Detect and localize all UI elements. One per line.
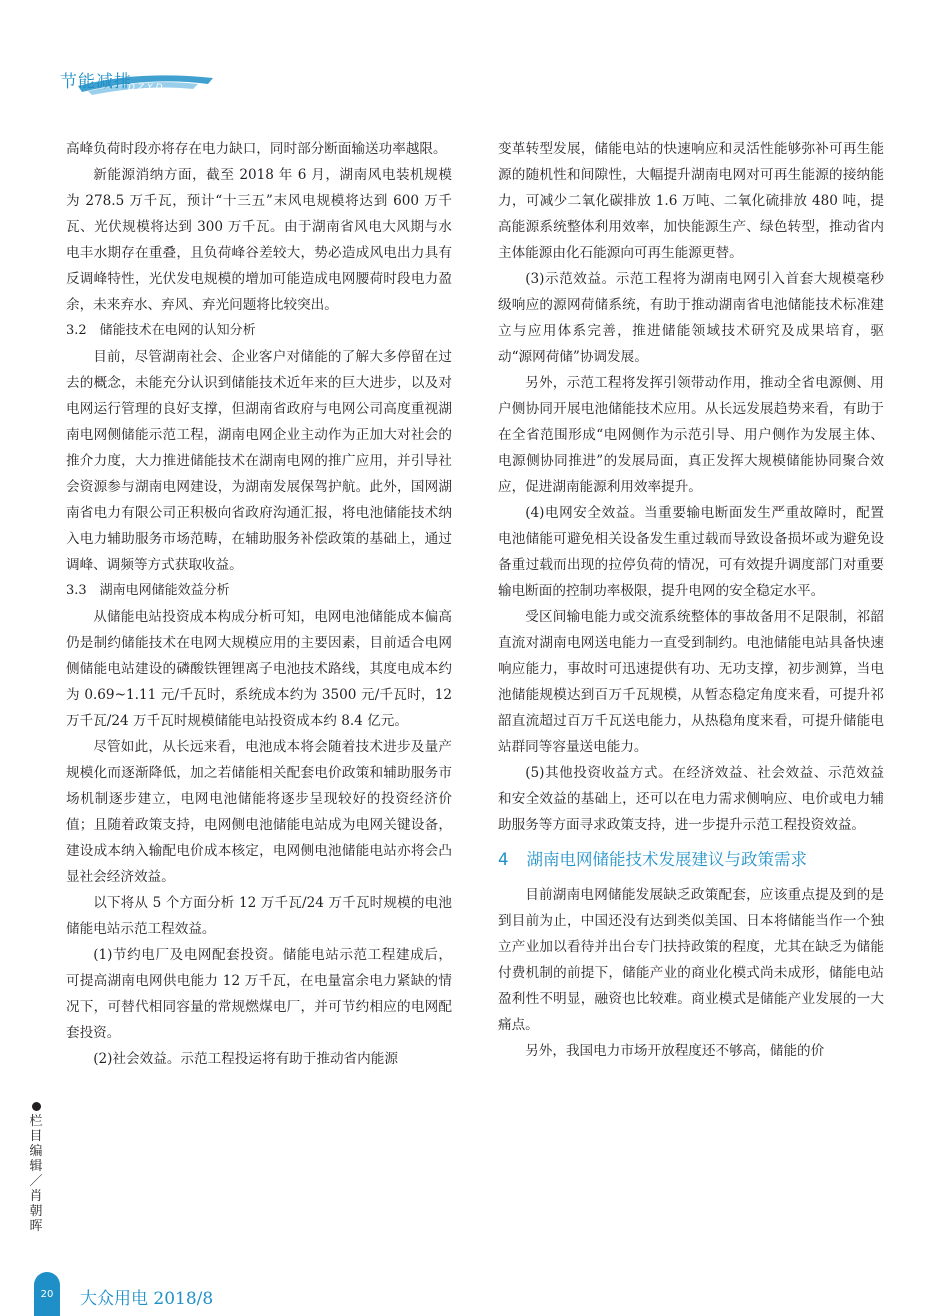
bullet-dot-icon xyxy=(32,1102,41,1111)
section-title-text: 湖南电网储能技术发展建议与政策需求 xyxy=(526,850,807,869)
paragraph: (4)电网安全效益。当重要输电断面发生严重故障时，配置电池储能可避免相关设备发生重过载而导致设备损坏或为避免设备重过载而出现的拉停负荷的情况，可有效提升调度部门对重要输电断面的控制功率极限，提升电网的安全稳定水平。 xyxy=(498,505,884,599)
page-number: 20 xyxy=(40,1289,54,1300)
logo-text: DZYD xyxy=(128,83,166,93)
paragraph: 以下将从 5 个方面分析 12 万千瓦/24 万千瓦时规模的电池储能电站示范工程效益。 xyxy=(66,895,452,937)
left-column xyxy=(66,136,452,1072)
paragraph: 受区间输电能力或交流系统整体的事故备用不足限制，祁韶直流对湖南电网送电能力一直受到制约。电池储能电站具备快速响应能力，事故时可迅速提供有功、无功支撑，初步测算，当电池储能规模达到百万千瓦规模，从暂态稳定角度来看，可提升祁韶直流超过百万千瓦送电能力，从热稳角度来看，可提升储能电站群同等容量送电能力。 xyxy=(498,609,884,755)
editor-label-text: 栏目编辑／肖朝晖 xyxy=(29,1114,43,1234)
subsection-heading-3-3: 3.3 湖南电网储能效益分析 xyxy=(66,583,230,598)
editor-side-label xyxy=(28,1102,44,1234)
column-label: 节能减排 xyxy=(60,72,132,92)
paragraph: (5)其他投资收益方式。在经济效益、社会效益、示范效益和安全效益的基础上，还可以在电力需求侧响应、电价或电力辅助服务等方面寻求政策支持，进一步提升示范工程投资效益。 xyxy=(498,765,884,833)
section-heading-4 xyxy=(498,844,884,876)
paragraph: 尽管如此，从长远来看，电池成本将会随着技术进步及量产规模化而逐渐降低，加之若储能相关配套电价政策和辅助服务市场机制逐步建立，电网电池储能将逐步呈现较好的投资经济价值；且随着政策支持，电网侧电池储能电站成为电网关键设备，建设成本纳入输配电价成本核定，电网侧电池储能电站亦将会凸显社会经济效益。 xyxy=(66,739,452,885)
paragraph: 目前，尽管湖南社会、企业客户对储能的了解大多停留在过去的概念，未能充分认识到储能技术近年来的巨大进步，以及对电网运行管理的良好支撑，但湖南省政府与电网公司高度重视湖南电网侧储能示范工程，湖南电网企业主动作为正加大对社会的推介力度，大力推进储能技术在湖南电网的推广应用，并引导社会资源参与湖南电网建设，为湖南发展保驾护航。此外，国网湖南省电力有限公司正积极向省政府沟通汇报，将电池储能技术纳入电力辅助服务市场范畴，在辅助服务补偿政策的基础上，通过调峰、调频等方式获取收益。 xyxy=(66,349,452,573)
paragraph: (2)社会效益。示范工程投运将有助于推动省内能源 xyxy=(93,1051,398,1067)
right-column xyxy=(498,136,884,1064)
paragraph: 新能源消纳方面，截至 2018 年 6 月，湖南风电装机规模为 278.5 万千瓦，预计“十三五”末风电规模将达到 600 万千瓦、光伏规模将达到 300 万千瓦。由于湖南省风电大风期与水电丰水期存在重叠，且负荷峰谷差较大，势必造成风电出力具有反调峰特性，光伏发电规模的增加可能造成电网腰荷时段电力盈余，未来弃水、弃风、弃光问题将比较突出。 xyxy=(66,167,452,313)
paragraph: (1)节约电厂及电网配套投资。储能电站示范工程建成后，可提高湖南电网供电能力 12 万千瓦，在电量富余电力紧缺的情况下，可替代相同容量的常规燃煤电厂，并可节约相应的电网配套投资。 xyxy=(66,947,452,1041)
paragraph: 变革转型发展，储能电站的快速响应和灵活性能够弥补可再生能源的随机性和间隙性，大幅提升湖南电网对可再生能源的接纳能力，可减少二氧化碳排放 1.6 万吨、二氧化硫排放 480 吨，提高能源系统整体利用效率，加快能源生产、绿色转型，推动省内主体能源由化石能源向可再生能源更替。 xyxy=(498,141,884,261)
paragraph: 高峰负荷时段亦将存在电力缺口，同时部分断面输送功率越限。 xyxy=(66,141,447,157)
paragraph: 从储能电站投资成本构成分析可知，电网电池储能成本偏高仍是制约储能技术在电网大规模应用的主要因素，目前适合电网侧储能电站建设的磷酸铁锂锂离子电池技术路线，其度电成本约为 0.69~1.11 元/千瓦时，系统成本约为 3500 元/千瓦时，12 万千瓦/24 万千瓦时规模储能电站投资成本约 8.4 亿元。 xyxy=(66,609,452,729)
subsection-heading-3-2: 3.2 储能技术在电网的认知分析 xyxy=(66,323,256,338)
section-number: 4 xyxy=(498,850,509,869)
paragraph: 另外，示范工程将发挥引领带动作用，推动全省电源侧、用户侧协同开展电池储能技术应用。从长远发展趋势来看，有助于在全省范围形成“电网侧作为示范引导、用户侧作为发展主体、电源侧协同推进”的发展局面，真正发挥大规模储能协同聚合效应，促进湖南能源利用效率提升。 xyxy=(498,375,884,495)
paragraph: 另外，我国电力市场开放程度还不够高，储能的价 xyxy=(525,1043,825,1059)
paragraph: (3)示范效益。示范工程将为湖南电网引入首套大规模毫秒级响应的源网荷储系统，有助于推动湖南省电池储能技术标准建立与应用体系完善，推进储能领域技术研究及成果培育，驱动“源网荷储”协调发展。 xyxy=(498,271,884,365)
paragraph: 目前湖南电网储能发展缺乏政策配套，应该重点提及到的是到目前为止，中国还没有达到类似美国、日本将储能当作一个独立产业加以看待并出台专门扶持政策的程度，尤其在缺乏为储能付费机制的前提下，储能产业的商业化模式尚未成形，储能电站盈利性不明显，融资也比较难。商业模式是储能产业发展的一大痛点。 xyxy=(498,887,884,1033)
journal-issue: 大众用电 2018/8 xyxy=(80,1289,214,1309)
